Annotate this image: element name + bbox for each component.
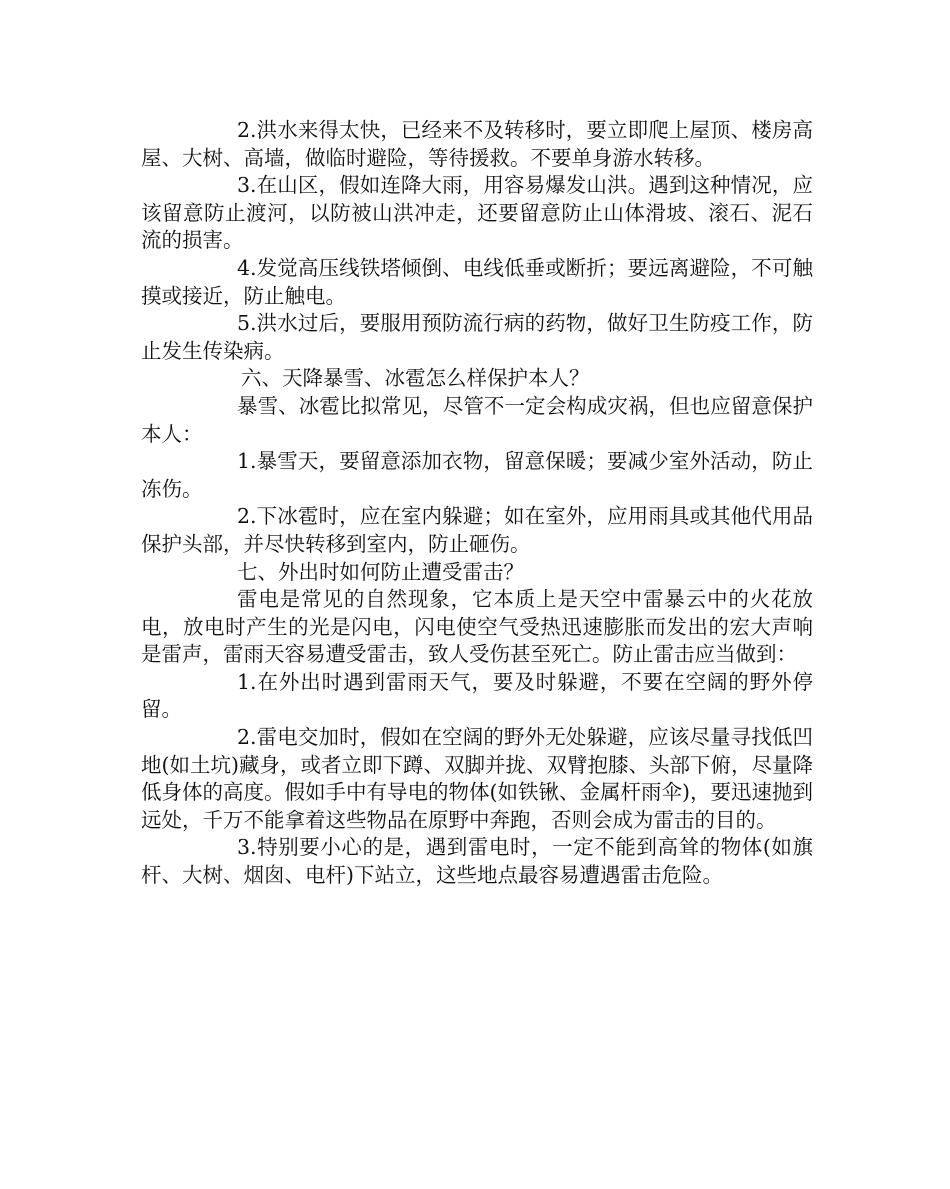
thunder-item-1: 1.在外出时遇到雷雨天气，要及时躲避，不要在空阔的野外停留。	[141, 669, 813, 722]
section-heading-6: 六、天降暴雪、冰雹怎么样保护本人？	[241, 366, 590, 391]
flood-item-4: 4.发觉高压线铁塔倾倒、电线低垂或断折；要远离避险，不可触摸或接近，防止触电。	[141, 255, 813, 308]
snow-item-1: 1.暴雪天，要留意添加衣物，留意保暖；要减少室外活动，防止冻伤。	[141, 449, 813, 501]
section-heading-7: 七、外出时如何防止遭受雷击？	[237, 559, 524, 584]
thunder-intro-paragraph: 雷电是常见的自然现象，它本质上是天空中雷暴云中的火花放电，放电时产生的光是闪电，闪电使空气受热迅速膨胀而发出的宏大声响是雷声，雷雨天容易遭受雷击，致人受伤甚至死亡。防止雷击应当做到：	[141, 587, 813, 667]
snow-intro-paragraph: 暴雪、冰雹比拟常见，尽管不一定会构成灾祸，但也应留意保护本人：	[141, 393, 813, 446]
flood-item-3: 3.在山区，假如连降大雨，用容易爆发山洪。遇到这种情况，应该留意防止渡河，以防被山洪冲走，还要留意防止山体滑坡、滚石、泥石流的损害。	[141, 173, 813, 253]
flood-item-5: 5.洪水过后，要服用预防流行病的药物，做好卫生防疫工作，防止发生传染病。	[141, 311, 813, 363]
thunder-item-3: 3.特别要小心的是，遇到雷电时，一定不能到高耸的物体(如旗杆、大树、烟囱、电杆)下站立，这些地点最容易遭遇雷击危险。	[141, 835, 813, 888]
flood-item-2: 2.洪水来得太快，已经来不及转移时，要立即爬上屋顶、楼房高屋、大树、高墙，做临时避险，等待援救。不要单身游水转移。	[141, 118, 813, 170]
document-body	[141, 117, 813, 890]
snow-item-2: 2.下冰雹时，应在室内躲避；如在室外，应用雨具或其他代用品保护头部，并尽快转移到室内，防止砸伤。	[141, 504, 813, 556]
thunder-item-2: 2.雷电交加时，假如在空阔的野外无处躲避，应该尽量寻找低凹地(如土坑)藏身，或者立即下蹲、双脚并拢、双臂抱膝、头部下俯，尽量降低身体的高度。假如手中有导电的物体(如铁锹、金属杆雨伞)，要迅速抛到远处，千万不能拿着这些物品在原野中奔跑，否则会成为雷击的目的。	[141, 725, 813, 832]
